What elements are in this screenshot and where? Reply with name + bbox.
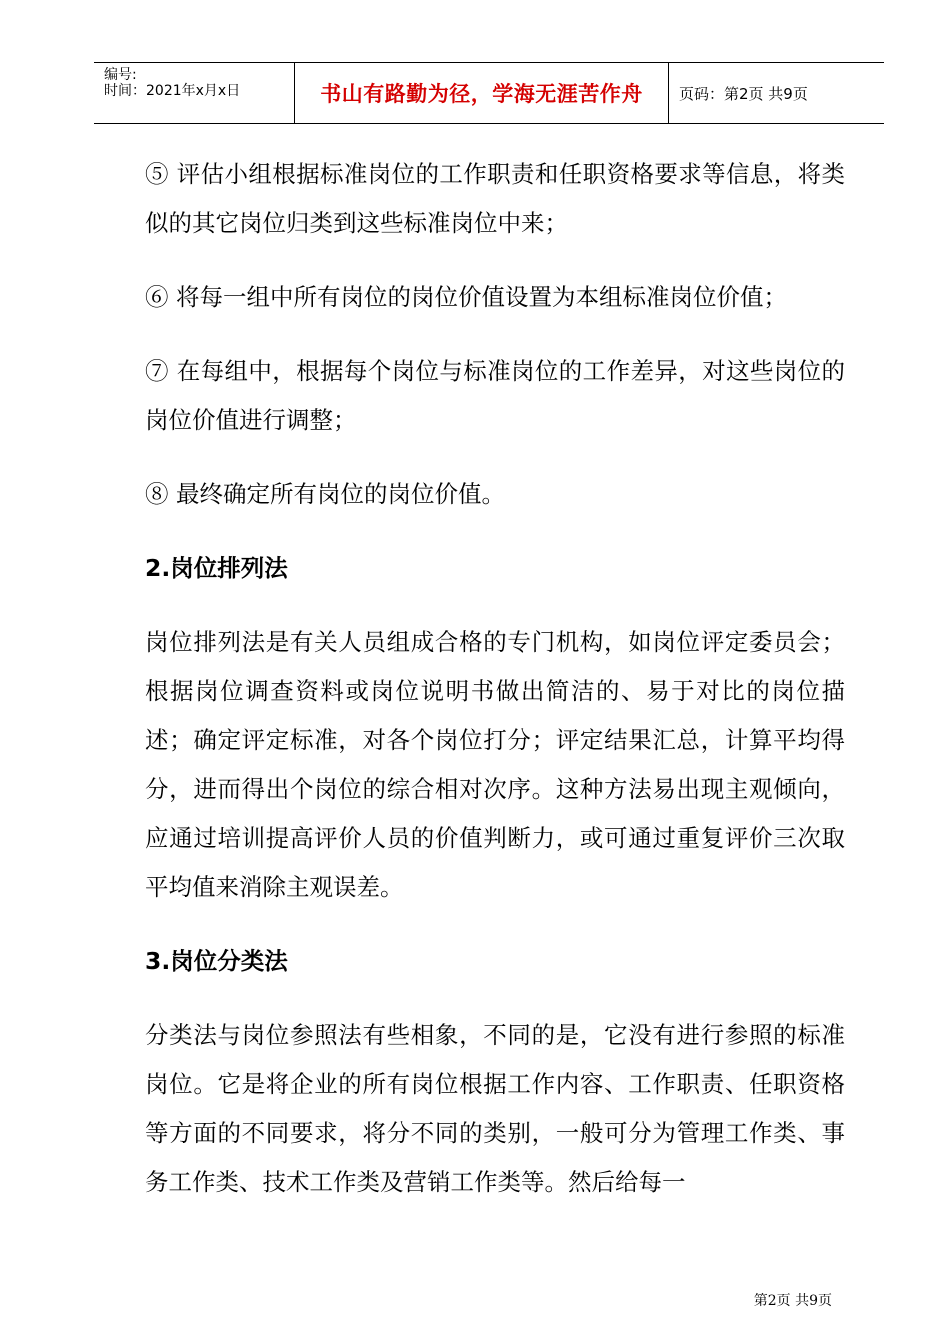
step-6-paragraph: ⑥ 将每一组中所有岗位的岗位价值设置为本组标准岗位价值； <box>145 283 787 311</box>
header-page-cell <box>669 63 884 123</box>
step-8-paragraph: ⑧ 最终确定所有岗位的岗位价值。 <box>145 480 505 508</box>
step-7-paragraph: ⑦ 在每组中，根据每个岗位与标准岗位的工作差异，对这些岗位的岗位价值进行调整； <box>145 357 845 434</box>
document-body <box>145 150 845 1232</box>
ranking-method-paragraph: 岗位排列法是有关人员组成合格的专门机构，如岗位评定委员会；根据岗位调查资料或岗位说明书做出简洁的、易于对比的岗位描述；确定评定标准，对各个岗位打分；评定结果汇总，计算平均得分，进而得出个岗位的综合相对次序。这种方法易出现主观倾向，应通过培训提高评价人员的价值判断力，或可通过重复评价三次取平均值来消除主观误差。 <box>145 628 845 901</box>
step-5-paragraph: ⑤ 评估小组根据标准岗位的工作职责和任职资格要求等信息，将类似的其它岗位归类到这些标准岗位中来； <box>145 160 845 237</box>
page-header <box>94 62 884 124</box>
header-motto-cell <box>295 63 669 123</box>
document-number-label: 编号: <box>104 67 137 83</box>
section-heading-ranking: 2.岗位排列法 <box>145 554 288 582</box>
header-motto: 书山有路勤为径，学海无涯苦作舟 <box>320 82 643 106</box>
section-heading-classification: 3.岗位分类法 <box>145 947 288 975</box>
header-page-code: 页码：第2页 共9页 <box>679 84 808 103</box>
header-info-cell <box>94 63 295 123</box>
classification-method-paragraph: 分类法与岗位参照法有些相象，不同的是，它没有进行参照的标准岗位。它是将企业的所有岗位根据工作内容、工作职责、任职资格等方面的不同要求，将分不同的类别，一般可分为管理工作类、事务工作类、技术工作类及营销工作类等。然后给每一 <box>145 1021 845 1196</box>
document-time-label: 时间：2021年x月x日 <box>104 83 241 99</box>
page-footer: 第2页 共9页 <box>753 1293 832 1309</box>
